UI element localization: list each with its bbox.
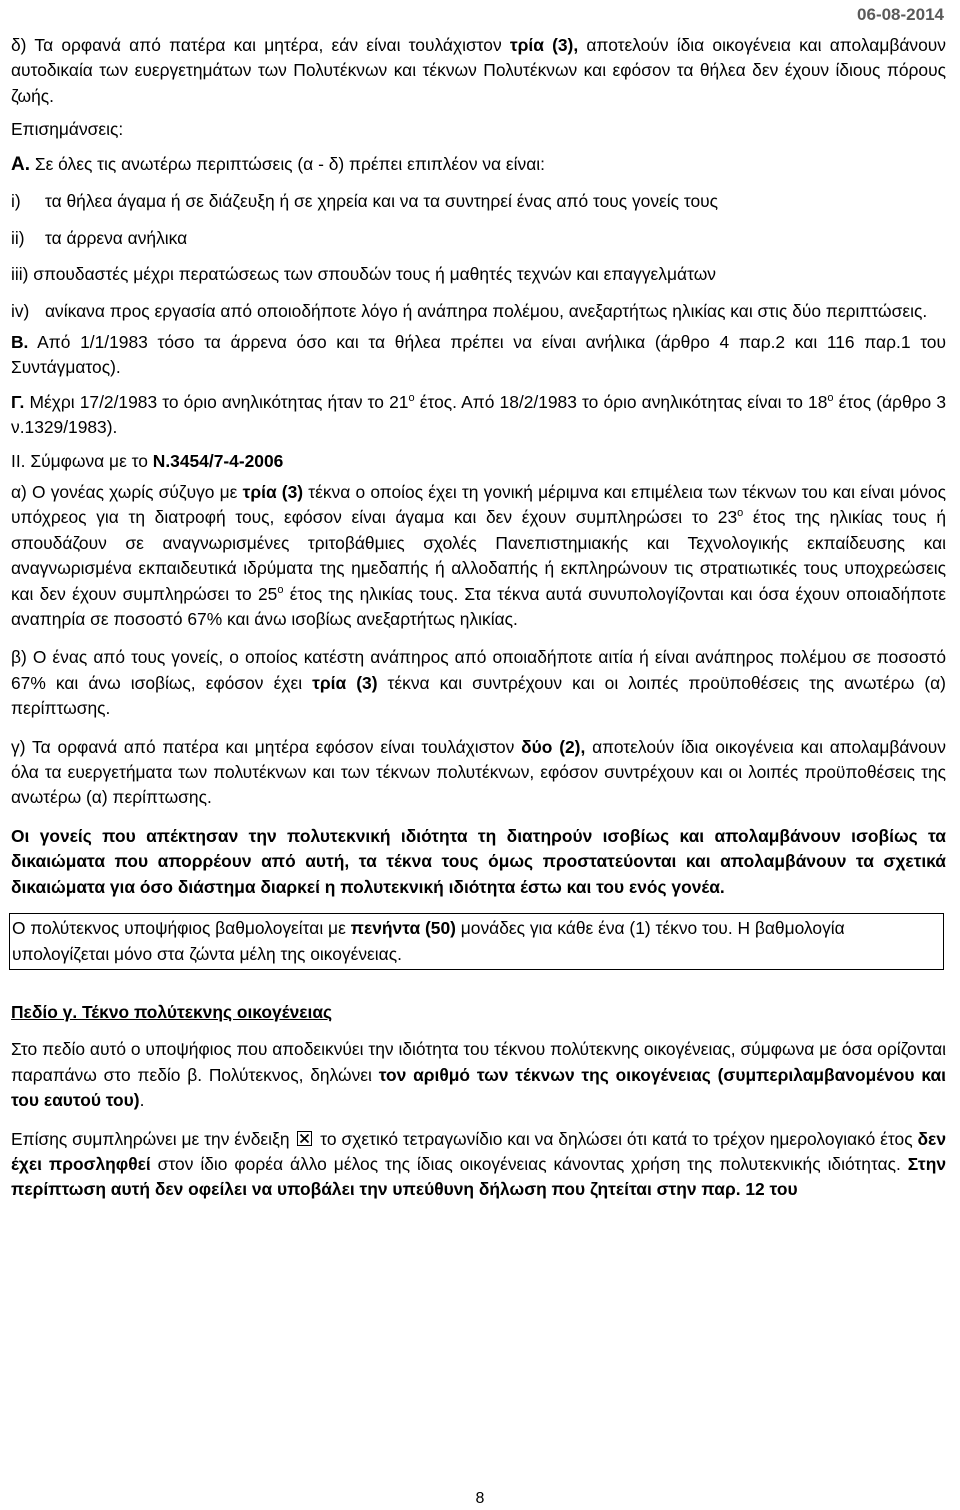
- bold-paragraph: Οι γονείς που απέκτησαν την πολυτεκνική ιδιότητα τη διατηρούν ισοβίως και απολαμβάνουν ισοβίως τα δικαιώματα που απορρέουν από αυτή, τα τέκνα τους όμως προστατεύονται και απολαμβάνουν τα σχετικά δικαιώματα για όσο διάστημα διαρκεί η πολυτεκνική ιδιότητα έστω και του ενός γονέα.: [11, 825, 946, 897]
- note-g: Γ. Μέχρι 17/2/1983 το όριο ανηλικότητας ήταν το $21^o$ έτος. Από 18/2/1983 το όριο ανηλικότητας είναι το $18^o$ έτος (άρθρο 3 ν.1329/1983).: [11, 391, 946, 438]
- notes-heading: Επισημάνσεις:: [11, 119, 124, 140]
- checked-box-icon: [297, 1131, 312, 1146]
- list-item: i) τα θήλεα άγαμα ή σε διάζευξη ή σε χηρεία και να τα συντηρεί ένας από τους γονείς τους: [11, 191, 719, 212]
- list-item: iii) σπουδαστές μέχρι περατώσεως των σπουδών τους ή μαθητές τεχνών και επαγγελμάτων: [11, 264, 716, 285]
- paragraph-delta: δ) Τα ορφανά από πατέρα και μητέρα, εάν είναι τουλάχιστον τρία (3), αποτελούν ίδια οικογένεια και απολαμβάνουν αυτοδικαία των ευεργετημάτων των Πολυτέκνων και τέκνων Πολυτέκνων και εφόσον τα θήλεα δεν έχουν ίδιους πόρους ζωής.: [11, 35, 946, 106]
- paragraph-g: γ) Τα ορφανά από πατέρα και μητέρα εφόσον είναι τουλάχιστον δύο (2), αποτελούν ίδια οικογένεια και απολαμβάνουν όλα τα ευεργετήματα των πολυτέκνων και των τέκνων πολυτέκνων, εφόσον συντρέχουν και οι λοιπές προϋποθέσεις της ανωτέρω (α) περίπτωσης.: [11, 736, 946, 808]
- list-item: ii) τα άρρενα ανήλικα: [11, 227, 188, 248]
- paragraph-a: α) Ο γονέας χωρίς σύζυγο με τρία (3) τέκνα ο οποίος έχει τη γονική μέριμνα και επιμέλεια των τέκνων του και είναι μόνος υπόχρεος για τη διατροφή τους, εφόσον είναι άγαμα και δεν έχουν συμπληρώσει το $23^o$ έτος της ηλικίας τους ή σπουδάζουν σε αναγνωρισμένες τριτοβάθμιες σχολές Πανεπιστημιακής και Τεχνολογικής εκπαίδευσης και αναγνωρισμένα εκπαιδευτικά ιδρύματα της ημεδαπής ή αλλοδαπής ή εκπληρώνουν τις στρατιωτικές τους υποχρεώσεις και δεν έχουν συμπληρώσει το $25^o$ έτος της ηλικίας τους. Στα τέκνα αυτά συνυπολογίζονται και όσα έχουν οποιαδήποτε αναπηρία σε ποσοστό 67% και άνω ισοβίως ανεξαρτήτως ηλικίας.: [11, 482, 946, 630]
- page-number: 8: [475, 1490, 485, 1507]
- document-body: [11, 33, 946, 1203]
- note-b: Β. Από 1/1/1983 τόσο τα άρρενα όσο και τα θήλεα πρέπει να είναι ανήλικα (άρθρο 4 παρ.2 και 116 παρ.1 του Συντάγματος).: [11, 331, 946, 378]
- paragraph-b: β) Ο ένας από τους γονείς, ο οποίος κατέστη ανάπηρος από οποιαδήποτε αιτία ή είναι ανάπηρος πολέμου σε ποσοστό 67% και άνω ισοβίως, εφόσον έχει τρία (3) τέκνα και συντρέχουν και οι λοιπές προϋποθέσεις της ανωτέρω (α) περίπτωσης.: [11, 647, 946, 719]
- list-item: iv) ανίκανα προς εργασία από οποιοδήποτε λόγο ή ανάπηρα πολέμου, ανεξαρτήτως ηλικίας και στις δύο περιπτώσεις.: [11, 300, 928, 321]
- section-ii-heading: ΙΙ. Σύμφωνα με το Ν.3454/7-4-2006: [11, 450, 284, 471]
- note-a: Α. Σε όλες τις ανωτέρω περιπτώσεις (α - δ) πρέπει επιπλέον να είναι:: [11, 153, 545, 175]
- field-heading: Πεδίο γ. Τέκνο πολύτεκνης οικογένειας: [11, 1001, 333, 1022]
- field-paragraph-2: Επίσης συμπληρώνει με την ένδειξη το σχετικό τετραγωνίδιο και να δηλώσει ότι κατά το τρέχον ημερολογιακό έτος δεν έχει προσληφθεί στον ίδιο φορέα άλλο μέλος της ίδιας οικογένειας κάνοντας χρήση της πολυτεκνικής ιδιότητας. Στην περίπτωση αυτή δεν οφείλει να υποβάλει την υπεύθυνη δήλωση που ζητείται στην παρ. 12 του: [11, 1128, 946, 1200]
- field-paragraph-1: Στο πεδίο αυτό ο υποψήφιος που αποδεικνύει την ιδιότητα του τέκνου πολύτεκνης οικογένειας, σύμφωνα με όσα ορίζονται παραπάνω στο πεδίο β. Πολύτεκνος, δηλώνει τον αριθμό των τέκνων της οικογένειας (συμπεριλαμβανομένου και του εαυτού του).: [11, 1039, 946, 1111]
- scoring-box: Ο πολύτεκνος υποψήφιος βαθμολογείται με πενήντα (50) μονάδες για κάθε ένα (1) τέκνο του. Η βαθμολογία υπολογίζεται μόνο στα ζώντα μέλη της οικογένειας.: [9, 913, 944, 970]
- header-date: 06-08-2014: [857, 5, 944, 24]
